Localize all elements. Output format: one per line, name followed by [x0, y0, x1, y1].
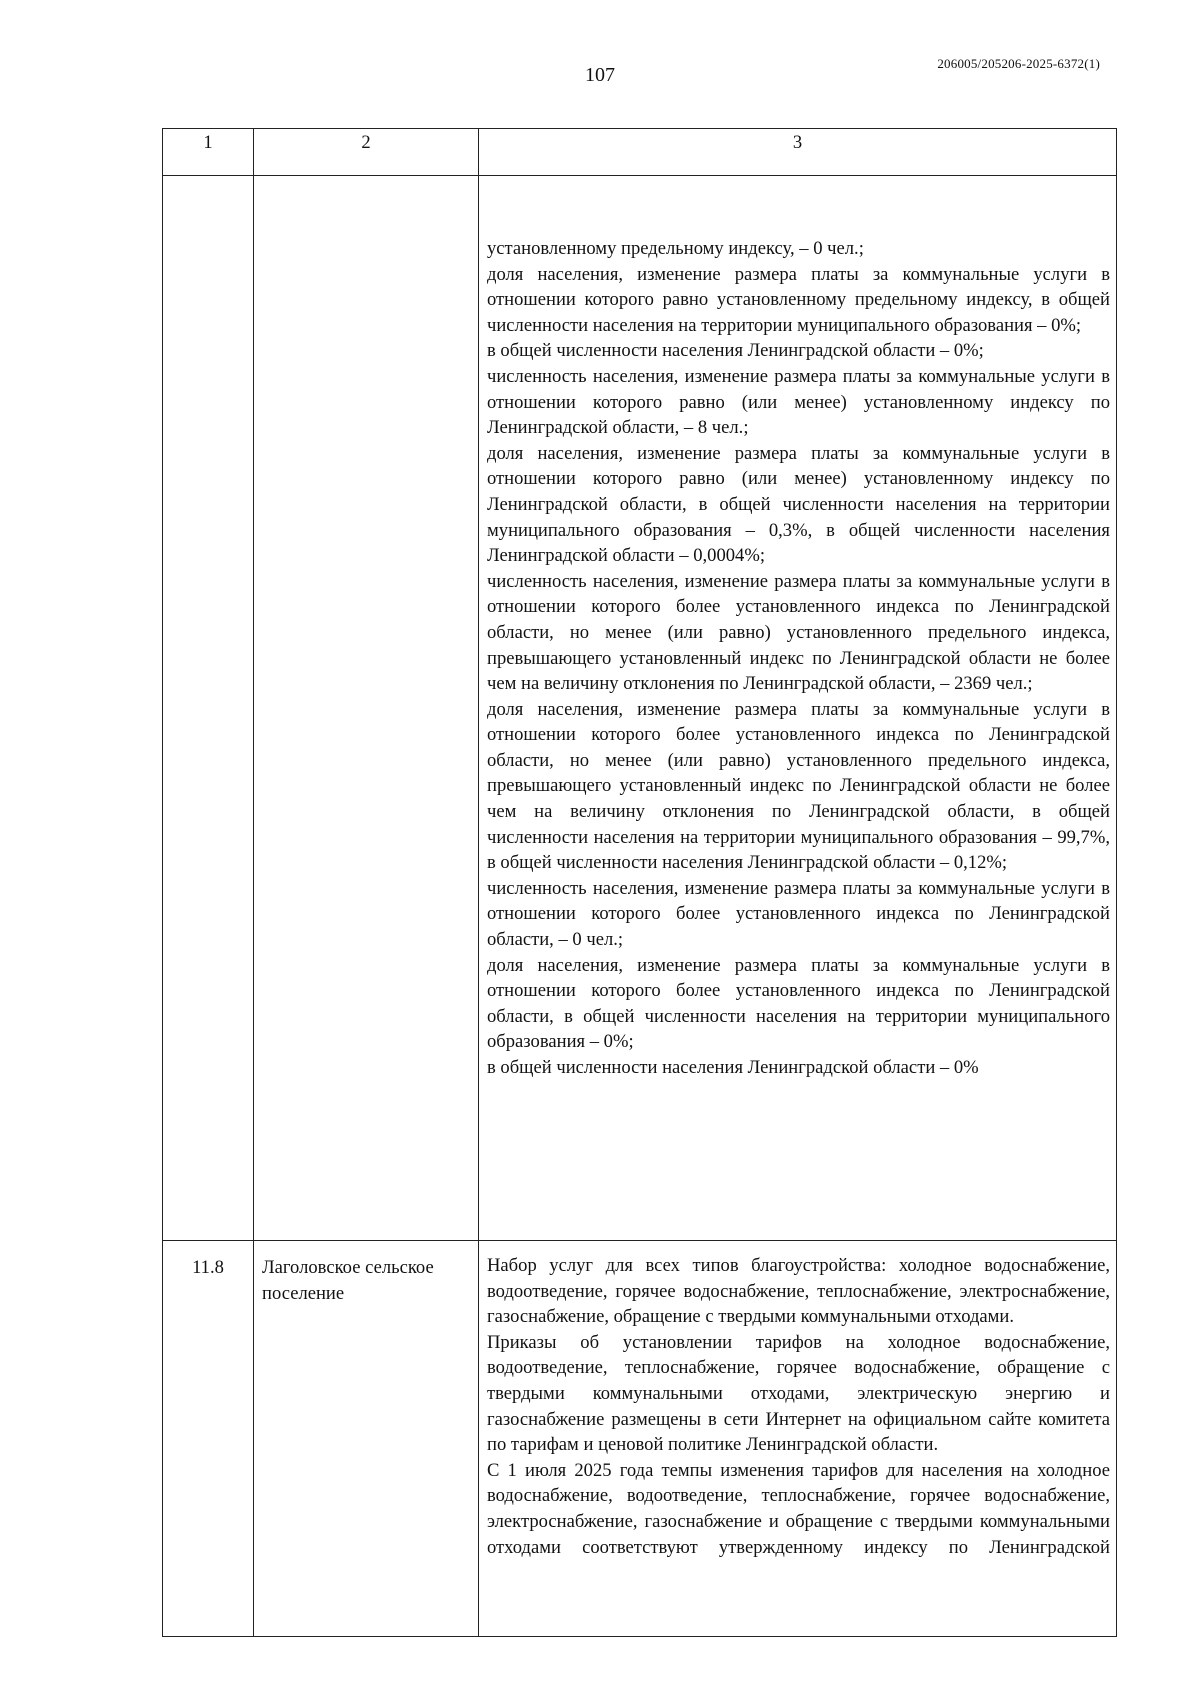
paragraph: доля населения, изменение размера платы за коммунальные услуги в отношении которого более установленного индекса по Ленинградской области, в общей численности населения на территории муниципального образования – 0%; [487, 954, 1110, 1053]
page-number: 107 [585, 64, 615, 86]
column-header-3: 3 [479, 129, 1117, 176]
paragraph: доля населения, изменение размера платы за коммунальные услуги в отношении которого более установленного индекса по Ленинградской области, но менее (или равно) установленного предельного индекса, превышающего установленный индекс по Ленинградской области не более чем на величину отклонения по Ленинградской области, в общей численности населения на территории муниципального образования – 99,7%, в общей численности населения Ленинградской области – 0,12%; [487, 698, 1110, 874]
paragraph: установленному предельному индексу, – 0 чел.; [487, 238, 864, 259]
paragraph: доля населения, изменение размера платы за коммунальные услуги в отношении которого равно установленному предельному индексу, в общей численности населения на территории муниципального образования – 0%; [487, 263, 1110, 336]
paragraph: Набор услуг для всех типов благоустройства: холодное водоснабжение, водоотведение, горячее водоснабжение, теплоснабжение, электроснабжение, газоснабжение, обращение с твердыми коммунальными отходами. [487, 1255, 1110, 1328]
document-table [162, 128, 1117, 1637]
document-id: 206005/205206-2025-6372(1) [937, 56, 1100, 71]
paragraph: в общей численности населения Ленинградской области – 0%; [487, 340, 984, 362]
paragraph: доля населения, изменение размера платы за коммунальные услуги в отношении которого равно (или менее) установленному индексу по Ленинградской области, в общей численности населения на территории муниципального образования – 0,3%, в общей численности населения Ленинградской области – 0,0004%; [487, 442, 1110, 567]
row-number-cell [163, 176, 254, 1241]
municipality-name-cell: Лаголовское сельское поселение [254, 1241, 479, 1637]
column-header-2: 2 [254, 129, 479, 176]
paragraph: С 1 июля 2025 года темпы изменения тарифов для населения на холодное водоснабжение, водоотведение, теплоснабжение, горячее водоснабжение, электроснабжение, газоснабжение и обращение с твердыми коммунальными отходами соответствуют утвержденному индексу по Ленинградской [487, 1459, 1110, 1558]
paragraph: численность населения, изменение размера платы за коммунальные услуги в отношении которого равно (или менее) установленному индексу по Ленинградской области, – 8 чел.; [487, 365, 1110, 439]
table-row [163, 1241, 1117, 1637]
description-cell [479, 1241, 1117, 1637]
row-number-cell: 11.8 [163, 1241, 254, 1637]
table-row [163, 176, 1117, 1241]
table-header-row [163, 129, 1117, 176]
paragraph: в общей численности населения Ленинградской области – 0% [487, 1057, 979, 1078]
paragraph: Приказы об установлении тарифов на холодное водоснабжение, водоотведение, теплоснабжение, горячее водоснабжение, обращение с твердыми коммунальными отходами, электрическую энергию и газоснабжение размещены в сети Интернет на официальном сайте комитета по тарифам и ценовой политике Ленинградской области. [487, 1331, 1110, 1456]
column-header-1: 1 [163, 129, 254, 176]
description-cell [479, 176, 1117, 1241]
paragraph: численность населения, изменение размера платы за коммунальные услуги в отношении которого более установленного индекса по Ленинградской области, но менее (или равно) установленного предельного индекса, превышающего установленный индекс по Ленинградской области не более чем на величину отклонения по Ленинградской области, – 2369 чел.; [487, 570, 1110, 695]
paragraph: численность населения, изменение размера платы за коммунальные услуги в отношении которого более установленного индекса по Ленинградской области, – 0 чел.; [487, 877, 1110, 951]
municipality-name-cell [254, 176, 479, 1241]
